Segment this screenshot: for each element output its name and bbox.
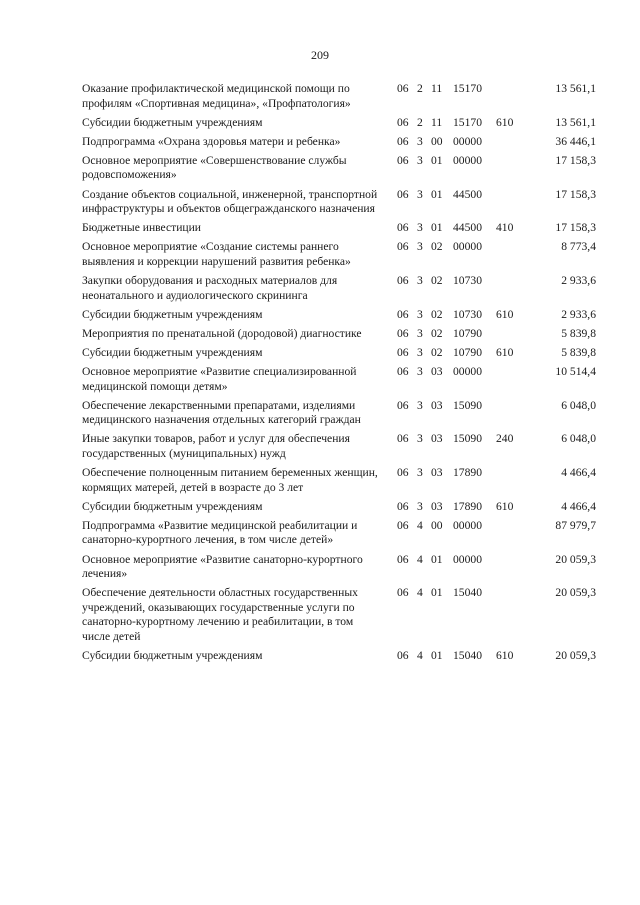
amount: 2 933,6: [561, 274, 596, 288]
amount: 36 446,1: [555, 134, 596, 148]
target-code: 10730: [453, 274, 482, 288]
row-name: Основное мероприятие «Развитие специализированной медицинской помощи детям»: [82, 365, 357, 393]
target-code: 10730: [453, 307, 482, 321]
target-code: 00000: [453, 134, 482, 148]
subsection-code: 01: [431, 586, 443, 600]
subsection-code: 03: [431, 499, 443, 513]
amount: 5 839,8: [561, 326, 596, 340]
ministry-code: 06: [397, 307, 409, 321]
target-code: 00000: [453, 552, 482, 566]
row-name: Иные закупки товаров, работ и услуг для обеспечения государственных (муниципальных) нужд: [82, 432, 350, 460]
table-row: [0, 240, 640, 269]
section-code: 3: [417, 499, 423, 513]
row-name: Основное мероприятие «Развитие санаторно-курортного лечения»: [82, 552, 363, 581]
section-code: 3: [417, 240, 423, 254]
subsection-code: 11: [431, 115, 443, 129]
ministry-code: 06: [397, 586, 409, 600]
subsection-code: 00: [431, 134, 443, 148]
ministry-code: 06: [397, 432, 409, 446]
row-name: Бюджетные инвестиции: [82, 221, 202, 235]
row-name: Подпрограмма «Развитие медицинской реабилитации и санаторно-курортного лечения, в том числе детей»: [82, 518, 358, 547]
row-name: Субсидии бюджетным учреждениям: [82, 345, 263, 359]
ministry-code: 06: [397, 365, 409, 378]
amount: 20 059,3: [555, 552, 596, 566]
row-name: Субсидии бюджетным учреждениям: [82, 307, 263, 321]
subsection-code: 03: [431, 365, 443, 378]
ministry-code: 06: [397, 398, 409, 412]
ministry-code: 06: [397, 115, 409, 129]
target-code: 15040: [453, 586, 482, 600]
section-code: 3: [417, 221, 423, 235]
target-code: 00000: [453, 518, 482, 532]
subsection-code: 02: [431, 345, 443, 359]
ministry-code: 06: [397, 499, 409, 513]
table-row: [0, 308, 640, 323]
page-number: 209: [311, 48, 329, 62]
budget-table: [0, 82, 640, 668]
row-name: Обеспечение лекарственными препаратами, изделиями медицинского назначения отдельных категорий граждан: [82, 398, 361, 427]
target-code: 17890: [453, 499, 482, 513]
section-code: 3: [417, 365, 423, 378]
expense-type-code: 610: [496, 307, 514, 321]
section-code: 4: [417, 518, 423, 532]
amount: 6 048,0: [561, 398, 596, 412]
amount: 20 059,3: [555, 649, 596, 663]
subsection-code: 11: [431, 82, 443, 95]
ministry-code: 06: [397, 518, 409, 532]
subsection-code: 02: [431, 307, 443, 321]
section-code: 3: [417, 466, 423, 480]
section-code: 3: [417, 432, 423, 446]
section-code: 4: [417, 552, 423, 566]
expense-type-code: 610: [496, 345, 514, 359]
amount: 5 839,8: [561, 345, 596, 359]
subsection-code: 00: [431, 518, 443, 532]
target-code: 10790: [453, 326, 482, 340]
expense-type-code: 610: [496, 649, 514, 663]
ministry-code: 06: [397, 649, 409, 663]
subsection-code: 02: [431, 274, 443, 288]
target-code: 15090: [453, 432, 482, 446]
ministry-code: 06: [397, 552, 409, 566]
amount: 10 514,4: [555, 365, 596, 378]
target-code: 00000: [453, 365, 482, 378]
ministry-code: 06: [397, 134, 409, 148]
amount: 20 059,3: [555, 586, 596, 600]
table-row: [0, 466, 640, 495]
table-row: [0, 365, 640, 394]
row-name: Субсидии бюджетным учреждениям: [82, 499, 263, 513]
table-row: [0, 649, 640, 664]
table-row: [0, 553, 640, 582]
target-code: 44500: [453, 187, 482, 201]
target-code: 15170: [453, 82, 482, 95]
table-row: [0, 327, 640, 342]
row-name: Обеспечение деятельности областных государственных учреждений, оказывающих государственные услуги по санаторно-курортному лечению и реабилитации, в том числе детей: [82, 586, 358, 643]
target-code: 15090: [453, 398, 482, 412]
section-code: 4: [417, 586, 423, 600]
table-row: [0, 116, 640, 131]
row-name: Мероприятия по пренатальной (дородовой) диагностике: [82, 326, 362, 340]
section-code: 4: [417, 649, 423, 663]
ministry-code: 06: [397, 82, 409, 95]
subsection-code: 02: [431, 326, 443, 340]
amount: 4 466,4: [561, 499, 596, 513]
row-name: Основное мероприятие «Совершенствование службы родовспоможения»: [82, 153, 347, 182]
amount: 87 979,7: [555, 518, 596, 532]
table-row: [0, 432, 640, 461]
amount: 17 158,3: [555, 153, 596, 167]
row-name: Создание объектов социальной, инженерной, транспортной инфраструктуры и объектов общегражданского назначения: [82, 187, 378, 216]
target-code: 44500: [453, 221, 482, 235]
table-row: [0, 154, 640, 183]
subsection-code: 03: [431, 432, 443, 446]
row-name: Субсидии бюджетным учреждениям: [82, 115, 263, 129]
table-row: [0, 135, 640, 150]
table-row: [0, 399, 640, 428]
subsection-code: 02: [431, 240, 443, 254]
amount: 6 048,0: [561, 432, 596, 446]
expense-type-code: 240: [496, 432, 514, 446]
ministry-code: 06: [397, 466, 409, 480]
section-code: 3: [417, 398, 423, 412]
ministry-code: 06: [397, 221, 409, 235]
table-row: [0, 586, 640, 644]
subsection-code: 01: [431, 153, 443, 167]
expense-type-code: 610: [496, 499, 514, 513]
expense-type-code: 610: [496, 115, 514, 129]
section-code: 3: [417, 307, 423, 321]
target-code: 00000: [453, 240, 482, 254]
subsection-code: 01: [431, 552, 443, 566]
section-code: 3: [417, 274, 423, 288]
ministry-code: 06: [397, 345, 409, 359]
subsection-code: 03: [431, 466, 443, 480]
section-code: 3: [417, 345, 423, 359]
row-name: Оказание профилактической медицинской помощи по профилям «Спортивная медицина», «Профпатология»: [82, 82, 351, 110]
section-code: 2: [417, 115, 423, 129]
section-code: 3: [417, 134, 423, 148]
target-code: 17890: [453, 466, 482, 480]
amount: 8 773,4: [561, 240, 596, 254]
amount: 17 158,3: [555, 221, 596, 235]
row-name: Обеспечение полноценным питанием беременных женщин, кормящих матерей, детей в возрасте до 3 лет: [82, 466, 378, 494]
ministry-code: 06: [397, 274, 409, 288]
section-code: 3: [417, 326, 423, 340]
target-code: 15040: [453, 649, 482, 663]
target-code: 00000: [453, 153, 482, 167]
table-row: [0, 188, 640, 217]
amount: 17 158,3: [555, 187, 596, 201]
table-row: [0, 274, 640, 303]
target-code: 10790: [453, 345, 482, 359]
row-name: Основное мероприятие «Создание системы раннего выявления и коррекции нарушений развития ребенка»: [82, 240, 351, 268]
table-row: [0, 82, 640, 111]
section-code: 3: [417, 153, 423, 167]
expense-type-code: 410: [496, 221, 514, 235]
subsection-code: 01: [431, 649, 443, 663]
amount: 4 466,4: [561, 466, 596, 480]
amount: 13 561,1: [555, 115, 596, 129]
ministry-code: 06: [397, 326, 409, 340]
table-row: [0, 500, 640, 515]
subsection-code: 01: [431, 221, 443, 235]
table-row: [0, 519, 640, 548]
table-row: [0, 346, 640, 361]
amount: 2 933,6: [561, 307, 596, 321]
section-code: 3: [417, 187, 423, 201]
row-name: Субсидии бюджетным учреждениям: [82, 649, 263, 663]
section-code: 2: [417, 82, 423, 95]
ministry-code: 06: [397, 240, 409, 254]
ministry-code: 06: [397, 153, 409, 167]
subsection-code: 03: [431, 398, 443, 412]
row-name: Подпрограмма «Охрана здоровья матери и ребенка»: [82, 134, 341, 148]
table-row: [0, 221, 640, 236]
ministry-code: 06: [397, 187, 409, 201]
row-name: Закупки оборудования и расходных материалов для неонатального и аудиологического скрининга: [82, 274, 338, 302]
target-code: 15170: [453, 115, 482, 129]
amount: 13 561,1: [555, 82, 596, 95]
subsection-code: 01: [431, 187, 443, 201]
